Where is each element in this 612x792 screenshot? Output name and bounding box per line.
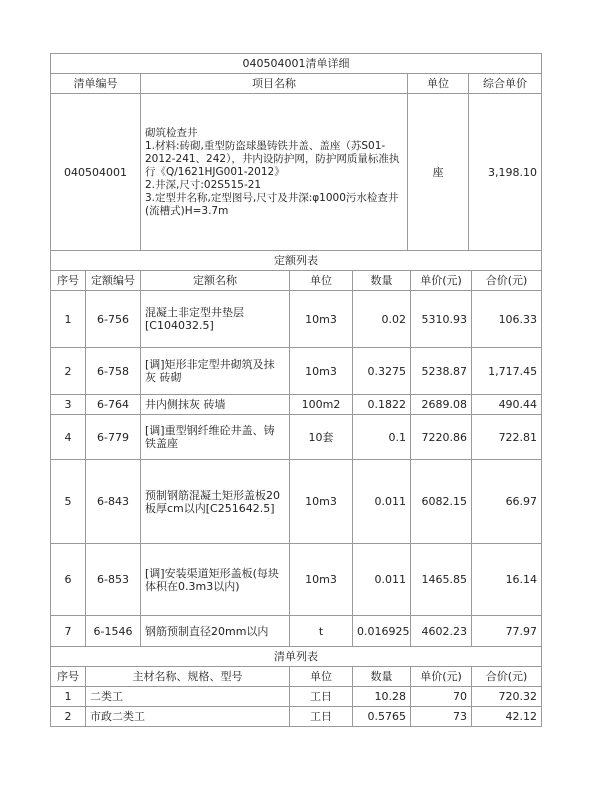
row-price: 1465.85	[411, 544, 472, 616]
bill-detail-table	[50, 53, 542, 251]
materials-header: 单价(元)	[411, 667, 472, 687]
row-no: 4	[51, 415, 86, 460]
quota-table	[50, 250, 542, 647]
row-code: 6-853	[86, 544, 141, 616]
quota-title: 定额列表	[51, 251, 542, 271]
row-qty: 10.28	[353, 687, 411, 707]
materials-header: 单位	[290, 667, 353, 687]
bill-header-name: 项目名称	[141, 74, 408, 94]
bill-header-price: 综合单价	[469, 74, 542, 94]
quota-header: 定额编号	[86, 271, 141, 291]
row-no: 1	[51, 291, 86, 348]
materials-header: 数量	[353, 667, 411, 687]
bill-description	[141, 94, 408, 251]
row-total: 720.32	[472, 687, 542, 707]
row-code: 6-756	[86, 291, 141, 348]
row-price: 4602.23	[411, 616, 472, 647]
row-no: 3	[51, 395, 86, 415]
row-no: 5	[51, 460, 86, 544]
table-row	[51, 616, 542, 647]
row-no: 6	[51, 544, 86, 616]
row-no: 2	[51, 348, 86, 395]
table-row	[51, 348, 542, 395]
row-qty: 0.5765	[353, 707, 411, 727]
quota-header: 单位	[290, 271, 353, 291]
bill-title: 040504001清单详细	[51, 54, 542, 74]
quota-header: 单价(元)	[411, 271, 472, 291]
row-unit: t	[290, 616, 353, 647]
row-total: 106.33	[472, 291, 542, 348]
table-row	[51, 415, 542, 460]
row-no: 2	[51, 707, 86, 727]
row-qty: 0.1	[353, 415, 411, 460]
table-row	[51, 707, 542, 727]
quota-header: 定额名称	[141, 271, 290, 291]
row-qty: 0.011	[353, 544, 411, 616]
materials-header: 合价(元)	[472, 667, 542, 687]
row-unit: 10m3	[290, 460, 353, 544]
row-name: 二类工	[86, 687, 290, 707]
materials-header: 序号	[51, 667, 86, 687]
row-name: 井内侧抹灰 砖墙	[141, 395, 290, 415]
bill-code: 040504001	[51, 94, 141, 251]
row-total: 722.81	[472, 415, 542, 460]
row-price: 6082.15	[411, 460, 472, 544]
row-unit: 10m3	[290, 291, 353, 348]
row-unit: 100m2	[290, 395, 353, 415]
bill-description-line: 1.材料:砖砌,重型防盗球墨铸铁井盖、盖座（苏S01-2012-241、242），井内设防护网，防护网质量标准执行《Q/1621HJG001-2012》	[145, 139, 400, 178]
table-row	[51, 395, 542, 415]
row-no: 7	[51, 616, 86, 647]
table-row	[51, 544, 542, 616]
bill-description-line: 2.井深,尺寸:02S515-21	[145, 178, 262, 191]
row-total: 490.44	[472, 395, 542, 415]
row-total: 42.12	[472, 707, 542, 727]
row-total: 1,717.45	[472, 348, 542, 395]
row-total: 77.97	[472, 616, 542, 647]
bill-price: 3,198.10	[469, 94, 542, 251]
row-price: 70	[411, 687, 472, 707]
row-unit: 10m3	[290, 544, 353, 616]
quota-header: 序号	[51, 271, 86, 291]
row-qty: 0.02	[353, 291, 411, 348]
bill-description-line: 3.定型井名称,定型图号,尺寸及井深:φ1000污水检查井(流槽式)H=3.7m	[145, 191, 399, 217]
row-total: 66.97	[472, 460, 542, 544]
row-name: [调]安装渠道矩形盖板(每块体积在0.3m3以内)	[141, 544, 290, 616]
row-price: 73	[411, 707, 472, 727]
row-name: 混凝土非定型井垫层[C104032.5]	[141, 291, 290, 348]
row-code: 6-1546	[86, 616, 141, 647]
row-total: 16.14	[472, 544, 542, 616]
row-unit: 工日	[290, 707, 353, 727]
row-price: 2689.08	[411, 395, 472, 415]
row-qty: 0.1822	[353, 395, 411, 415]
row-code: 6-779	[86, 415, 141, 460]
table-row	[51, 687, 542, 707]
row-code: 6-764	[86, 395, 141, 415]
materials-title: 清单列表	[51, 647, 542, 667]
row-name: [调]矩形非定型井砌筑及抹灰 砖砌	[141, 348, 290, 395]
row-no: 1	[51, 687, 86, 707]
row-qty: 0.016925	[353, 616, 411, 647]
row-name: 预制钢筋混凝土矩形盖板20板厚cm以内[C251642.5]	[141, 460, 290, 544]
row-unit: 10m3	[290, 348, 353, 395]
row-name: [调]重型钢纤维砼井盖、铸铁盖座	[141, 415, 290, 460]
row-qty: 0.3275	[353, 348, 411, 395]
table-row	[51, 291, 542, 348]
materials-table	[50, 646, 542, 727]
bill-description-line: 砌筑检查井	[145, 126, 198, 139]
materials-header: 主材名称、规格、型号	[86, 667, 290, 687]
bill-header-code: 清单编号	[51, 74, 141, 94]
row-unit: 10套	[290, 415, 353, 460]
row-price: 5238.87	[411, 348, 472, 395]
row-code: 6-758	[86, 348, 141, 395]
row-name: 钢筋预制直径20mm以内	[141, 616, 290, 647]
quota-header: 合价(元)	[472, 271, 542, 291]
quota-header: 数量	[353, 271, 411, 291]
row-price: 7220.86	[411, 415, 472, 460]
bill-unit: 座	[408, 94, 469, 251]
row-name: 市政二类工	[86, 707, 290, 727]
row-qty: 0.011	[353, 460, 411, 544]
row-price: 5310.93	[411, 291, 472, 348]
row-unit: 工日	[290, 687, 353, 707]
table-row	[51, 460, 542, 544]
row-code: 6-843	[86, 460, 141, 544]
bill-header-unit: 单位	[408, 74, 469, 94]
